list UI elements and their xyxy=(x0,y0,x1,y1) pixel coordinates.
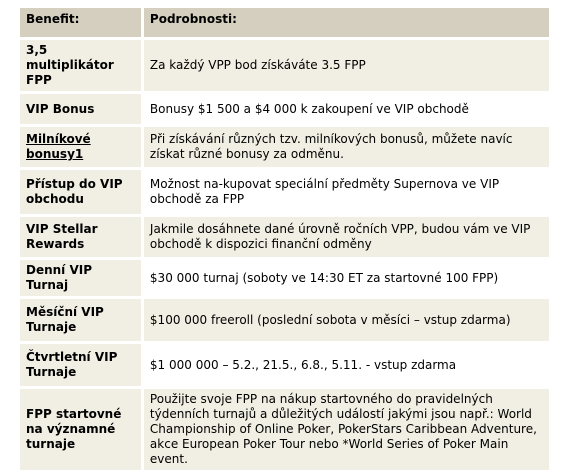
benefit-cell: Denní VIP Turnaj xyxy=(20,260,144,299)
details-cell: $30 000 turnaj (soboty ve 14:30 ET za startovné 100 FPP) xyxy=(144,260,552,299)
benefit-cell: VIP Bonus xyxy=(20,94,144,127)
benefit-cell: 3,5 multiplikátor FPP xyxy=(20,40,144,94)
header-details: Podrobnosti: xyxy=(144,8,552,40)
table-row xyxy=(20,344,552,389)
details-cell: Použijte svoje FPP na nákup startovného do pravidelných týdenních turnajů a důležitých událostí jakými jsou např.: World Championship of Online Poker, PokerStars Caribbean Adventure, akce European Poker Tour nebo *World Series of Poker Main event. xyxy=(144,389,552,473)
table-row xyxy=(20,94,552,127)
benefit-cell xyxy=(20,127,144,170)
table-row xyxy=(20,260,552,299)
benefit-cell: Čtvrtletní VIP Turnaje xyxy=(20,344,144,389)
table-row xyxy=(20,389,552,473)
benefits-table xyxy=(20,8,552,473)
details-cell: Za každý VPP bod získáváte 3.5 FPP xyxy=(144,40,552,94)
details-cell: $1 000 000 – 5.2., 21.5., 6.8., 5.11. - vstup zdarma xyxy=(144,344,552,389)
benefit-cell: FPP startovné na významné turnaje xyxy=(20,389,144,473)
benefits-table-container xyxy=(20,8,552,473)
table-row xyxy=(20,170,552,217)
header-benefit: Benefit: xyxy=(20,8,144,40)
benefit-cell: Měsíční VIP Turnaje xyxy=(20,299,144,344)
table-row xyxy=(20,127,552,170)
benefit-cell: VIP Stellar Rewards xyxy=(20,217,144,260)
table-row xyxy=(20,217,552,260)
details-cell: Bonusy $1 500 a $4 000 k zakoupení ve VIP obchodě xyxy=(144,94,552,127)
details-cell: Možnost na-kupovat speciální předměty Supernova ve VIP obchodě za FPP xyxy=(144,170,552,217)
table-header-row xyxy=(20,8,552,40)
milestone-bonus-link[interactable]: Milníkové bonusy1 xyxy=(26,132,91,161)
details-cell: Jakmile dosáhnete dané úrovně ročních VPP, budou vám ve VIP obchodě k dispozici finanční odměny xyxy=(144,217,552,260)
details-cell: $100 000 freeroll (poslední sobota v měsíci – vstup zdarma) xyxy=(144,299,552,344)
benefit-cell: Přístup do VIP obchodu xyxy=(20,170,144,217)
table-row xyxy=(20,40,552,94)
table-row xyxy=(20,299,552,344)
details-cell: Při získávání různých tzv. milníkových bonusů, můžete navíc získat různé bonusy za odměnu. xyxy=(144,127,552,170)
